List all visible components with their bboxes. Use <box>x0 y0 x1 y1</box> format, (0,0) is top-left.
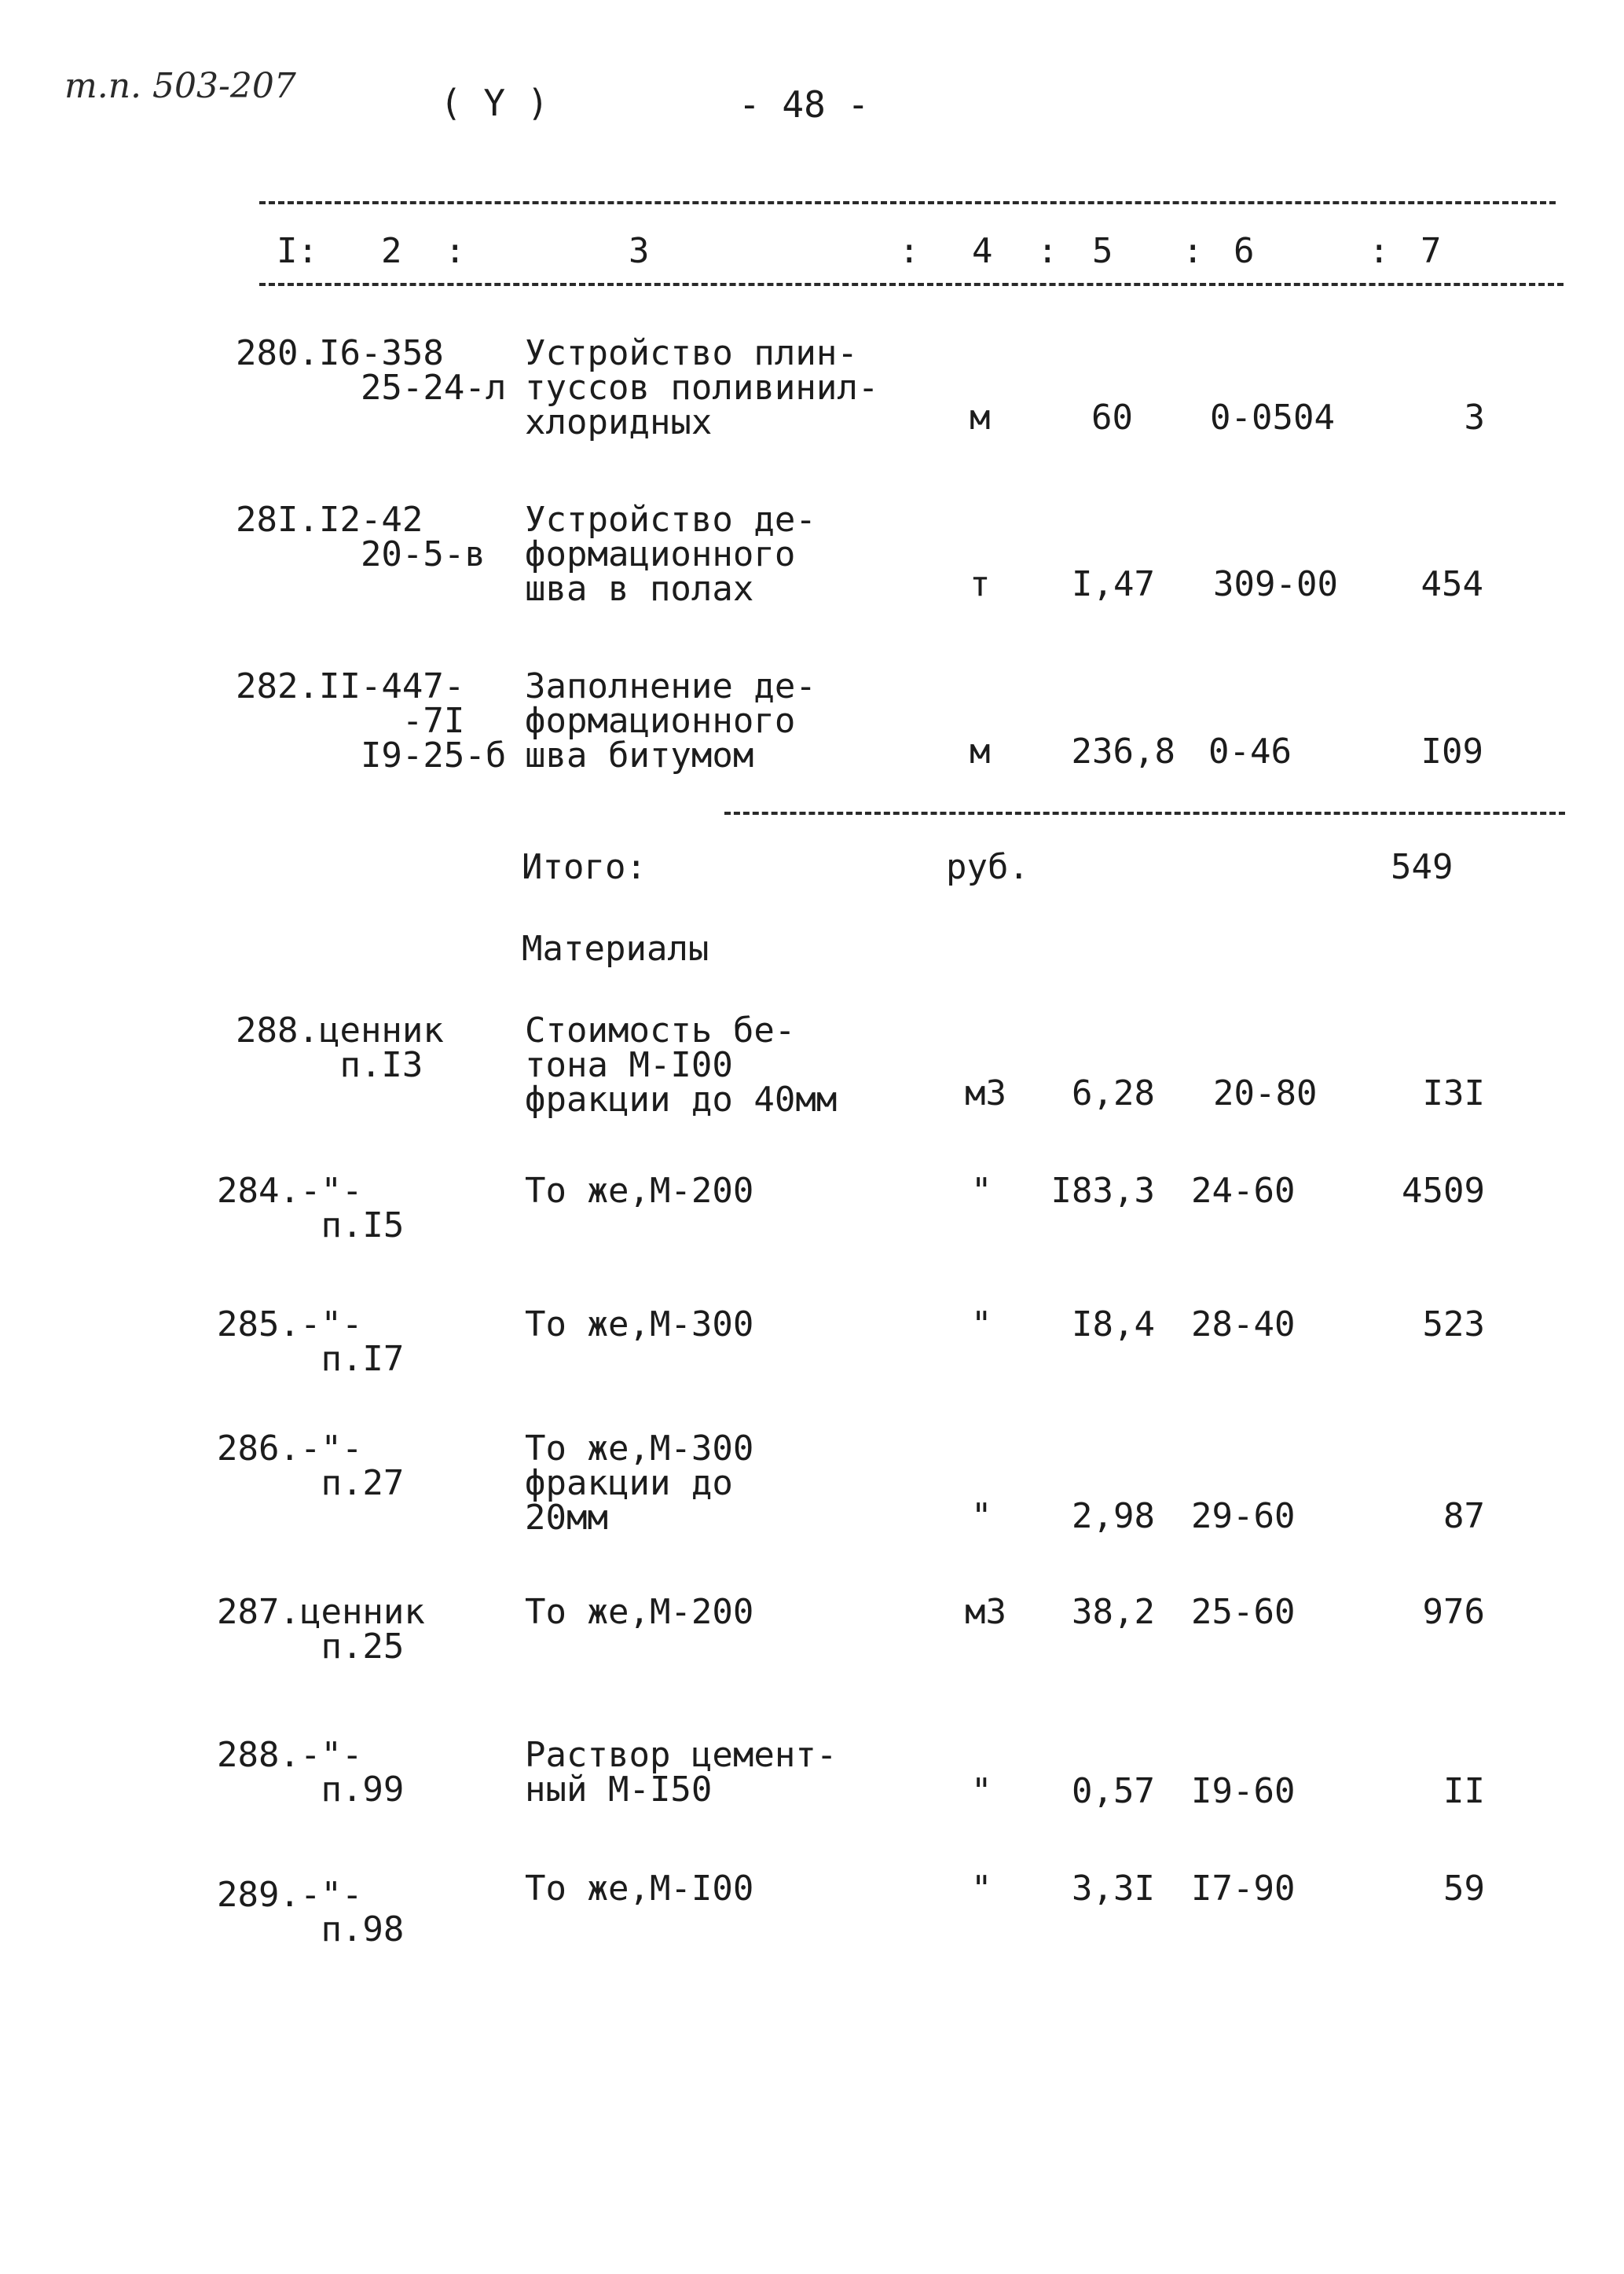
row-name: То же,М-300 <box>525 1304 754 1344</box>
row-code: 288.ценник п.I3 <box>236 1010 444 1085</box>
row-qty: 6,28 <box>1072 1073 1155 1113</box>
row-qty: 236,8 <box>1071 732 1175 772</box>
row-qty: 38,2 <box>1072 1592 1155 1632</box>
col-7-label: 7 <box>1421 231 1442 271</box>
row-price: 309-00 <box>1213 564 1338 604</box>
row-code: 280.I6-358 25-24-л <box>236 333 507 408</box>
row-unit: " <box>971 1171 992 1211</box>
header-rule-bottom <box>259 283 1564 286</box>
page-number: - 48 - <box>739 83 870 126</box>
col-6-label: 6 <box>1234 231 1255 271</box>
row-name: То же,М-I00 <box>525 1869 754 1909</box>
row-name: Устройство де- формационного шва в полах <box>525 500 816 609</box>
row-price: 0-0504 <box>1210 398 1335 438</box>
row-unit: м3 <box>965 1073 1006 1113</box>
row-price: 29-60 <box>1191 1496 1296 1536</box>
row-code: 288.-"- п.99 <box>217 1735 405 1810</box>
row-total: 454 <box>1421 564 1483 604</box>
row-total: 976 <box>1422 1592 1485 1632</box>
row-code: 286.-"- п.27 <box>217 1429 405 1503</box>
row-code: 28I.I2-42 20-5-в <box>236 500 486 574</box>
row-code: 285.-"- п.I7 <box>217 1304 405 1379</box>
subtotal-unit: руб. <box>946 847 1029 887</box>
row-price: I7-90 <box>1191 1869 1296 1909</box>
col-5-label: 5 <box>1092 231 1113 271</box>
row-name: Устройство плин- туссов поливинил- хлоридных <box>525 333 879 442</box>
row-price: 25-60 <box>1191 1592 1296 1632</box>
row-name: Раствор цемент- ный М-I50 <box>525 1735 838 1810</box>
row-qty: I8,4 <box>1072 1304 1155 1344</box>
row-unit: м <box>970 732 991 772</box>
row-price: 24-60 <box>1191 1171 1296 1211</box>
row-qty: 3,3I <box>1072 1869 1155 1909</box>
row-code: 284.-"- п.I5 <box>217 1171 405 1245</box>
row-unit: м <box>970 398 991 438</box>
row-unit: " <box>971 1496 992 1536</box>
section-mark: ( Y ) <box>440 82 549 124</box>
row-name: Заполнение де- формационного шва битумом <box>525 666 816 776</box>
row-unit: " <box>971 1869 992 1909</box>
row-unit: " <box>971 1771 992 1811</box>
row-qty: 60 <box>1091 398 1133 438</box>
row-total: II <box>1443 1771 1485 1811</box>
row-name: То же,М-300 фракции до 20мм <box>525 1429 754 1538</box>
row-code: 282.II-447- -7I I9-25-б <box>236 666 507 776</box>
row-name: То же,М-200 <box>525 1592 754 1632</box>
col-4-label: 4 <box>972 231 993 271</box>
header-rule-top <box>259 201 1556 204</box>
row-qty: I83,3 <box>1050 1171 1155 1211</box>
row-total: 59 <box>1443 1869 1485 1909</box>
row-total: 4509 <box>1402 1171 1485 1211</box>
row-unit: т <box>970 564 991 604</box>
row-unit: м3 <box>965 1592 1006 1632</box>
row-total: 87 <box>1443 1496 1485 1536</box>
row-unit: " <box>971 1304 992 1344</box>
row-qty: 2,98 <box>1072 1496 1155 1536</box>
subtotal-rule <box>724 812 1565 815</box>
row-price: 0-46 <box>1208 732 1292 772</box>
subtotal-total: 549 <box>1391 847 1454 887</box>
col-sep: : <box>445 231 466 271</box>
row-qty: I,47 <box>1072 564 1155 604</box>
row-price: 20-80 <box>1213 1073 1318 1113</box>
col-3-label: 3 <box>629 231 650 271</box>
row-total: 3 <box>1464 398 1485 438</box>
row-name: Стоимость бе- тона М-I00 фракции до 40мм <box>525 1010 838 1120</box>
row-code: 289.-"- п.98 <box>217 1875 405 1949</box>
subtotal-label: Итого: <box>522 847 647 887</box>
col-2-label: 2 <box>381 231 402 271</box>
col-1-label: I: <box>277 231 318 271</box>
col-sep: : <box>899 231 920 271</box>
row-total: I3I <box>1422 1073 1485 1113</box>
row-total: 523 <box>1422 1304 1485 1344</box>
col-sep: : <box>1182 231 1204 271</box>
section-title: Материалы <box>522 929 709 969</box>
doc-reference: т.п. 503-207 <box>64 66 296 106</box>
row-price: I9-60 <box>1191 1771 1296 1811</box>
row-qty: 0,57 <box>1072 1771 1155 1811</box>
row-code: 287.ценник п.25 <box>217 1592 425 1667</box>
col-sep: : <box>1369 231 1390 271</box>
row-total: I09 <box>1421 732 1483 772</box>
row-name: То же,М-200 <box>525 1171 754 1211</box>
row-price: 28-40 <box>1191 1304 1296 1344</box>
col-sep: : <box>1037 231 1058 271</box>
